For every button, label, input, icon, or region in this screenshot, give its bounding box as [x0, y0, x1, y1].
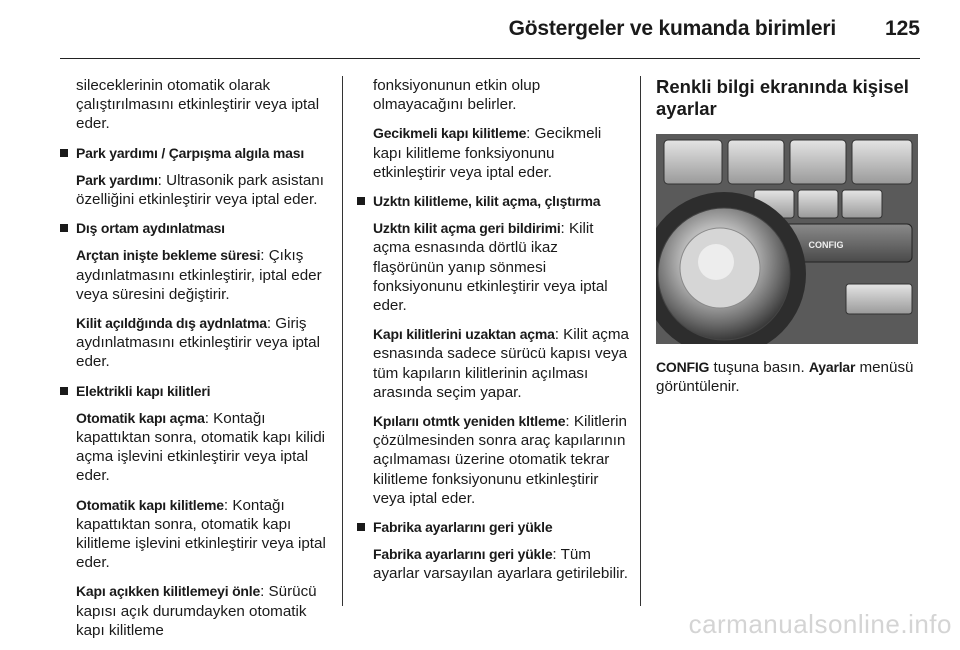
- term: Kapı kilitlerini uzaktan açma: [373, 326, 555, 343]
- definition: : Tüm ayarlar varsayılan ayarlara getirilebilir.: [373, 546, 628, 583]
- bullet-exterior-lighting: Dış ortam aydınlatması: [60, 219, 338, 238]
- term: Kapı açıkken kilitlemeyi önle: [76, 583, 261, 600]
- caption: [656, 358, 922, 396]
- caption-text: menüsü görüntülenir.: [656, 359, 914, 396]
- term: Kpılarıı otmtk yeniden kltleme: [373, 413, 566, 430]
- bullet-park-assist: Park yardımı / Çarpışma algıla ması: [60, 144, 338, 163]
- config-button-photo: [656, 134, 918, 344]
- page-number: 125: [884, 17, 920, 40]
- auto-relock-paragraph: [357, 412, 629, 508]
- term: Fabrika ayarlarını geri yükle: [373, 546, 553, 563]
- definition: : Kontağı kapattıktan sonra, otomatik kapı kilitleme işlevini etkinleştirir veya iptal eder.: [76, 496, 326, 572]
- console-photo-illustration: [656, 134, 918, 344]
- config-key-label: CONFIG: [808, 240, 844, 250]
- exit-lighting-paragraph: [60, 246, 338, 304]
- term: Park yardımı: [76, 171, 158, 188]
- definition: : Ultrasonik park asistanı özelliğini etkinleştirir veya iptal eder.: [76, 171, 324, 209]
- definition: : Kilit açma esnasında dörtlü ikaz flaşörünün yanıp sönmesi fonksiyonunu etkinleştirir veya iptal eder.: [373, 220, 608, 315]
- header-title: Göstergeler ve kumanda birimleri: [508, 17, 836, 40]
- section-title: Renkli bilgi ekranında kişisel ayarlar: [656, 76, 909, 119]
- menu-name: Ayarlar: [808, 359, 856, 375]
- definition: : Kilitlerin çözülmesinden sonra araç kapılarının açılmaması üzerine otomatik tekrar kilitleme fonksiyonunu etkinleştirir veya iptal eder.: [373, 413, 628, 507]
- column-1: [60, 76, 338, 650]
- definition: : Kontağı kapattıktan sonra, otomatik kapı kilidi açma işlevini etkinleştirir veya iptal eder.: [76, 409, 326, 485]
- term: Gecikmeli kapı kilitleme: [373, 125, 527, 142]
- page-header: [60, 0, 920, 59]
- delayed-lock-paragraph: [357, 124, 629, 182]
- lockout-prevention-paragraph: [60, 582, 338, 640]
- caption-text: tuşuna basın.: [709, 359, 809, 376]
- definition: : Gecikmeli kapı kilitleme fonksiyonunu etkinleştirir veya iptal eder.: [373, 125, 602, 181]
- auto-lock-paragraph: [60, 496, 338, 573]
- bullet-power-door-locks: Elektrikli kapı kilitleri: [60, 382, 338, 401]
- intro-text: sileceklerinin otomatik olarak çalıştırılmasını etkinleştirir veya iptal eder.: [76, 77, 320, 133]
- column-3: [656, 76, 922, 406]
- column-divider: [342, 76, 343, 606]
- term: Arçtan inişte bekleme süresi: [76, 247, 261, 264]
- column-2: [357, 76, 629, 594]
- remote-feedback-paragraph: [357, 219, 629, 315]
- definition: : Kilit açma esnasında sadece sürücü kapısı veya tüm kapıların kilitlerinin açılması arasında seçim yapar.: [373, 326, 629, 401]
- bullet-factory-reset: Fabrika ayarlarını geri yükle: [357, 518, 629, 537]
- term: Kilit açıldğında dış aydnlatma: [76, 315, 267, 332]
- definition: : Giriş aydınlatmasını etkinleştirir veya iptal eder.: [76, 315, 320, 371]
- term: Uzktn kilit açma geri bildirimi: [373, 220, 561, 237]
- definition: : Çıkış aydınlatmasını etkinleştirir, iptal eder veya süresini değiştirir.: [76, 247, 322, 303]
- column-divider: [640, 76, 641, 606]
- config-key-name: CONFIG: [656, 359, 710, 375]
- term: Otomatik kapı kilitleme: [76, 496, 224, 513]
- auto-unlock-paragraph: [60, 409, 338, 486]
- continued-text: fonksiyonunun etkin olup olmayacağını belirler.: [373, 77, 541, 114]
- definition: : Sürücü kapısı açık durumdayken otomatik kapı kilitleme: [76, 583, 317, 639]
- watermark: carmanualsonline.info: [688, 609, 952, 639]
- remote-unlock-paragraph: [357, 325, 629, 402]
- bullet-remote-locking: Uzktn kilitleme, kilit açma, çlıştırma: [357, 192, 629, 211]
- factory-reset-paragraph: [357, 545, 629, 583]
- entry-lighting-paragraph: [60, 314, 338, 372]
- term: Otomatik kapı açma: [76, 409, 205, 426]
- park-assist-paragraph: [60, 171, 338, 209]
